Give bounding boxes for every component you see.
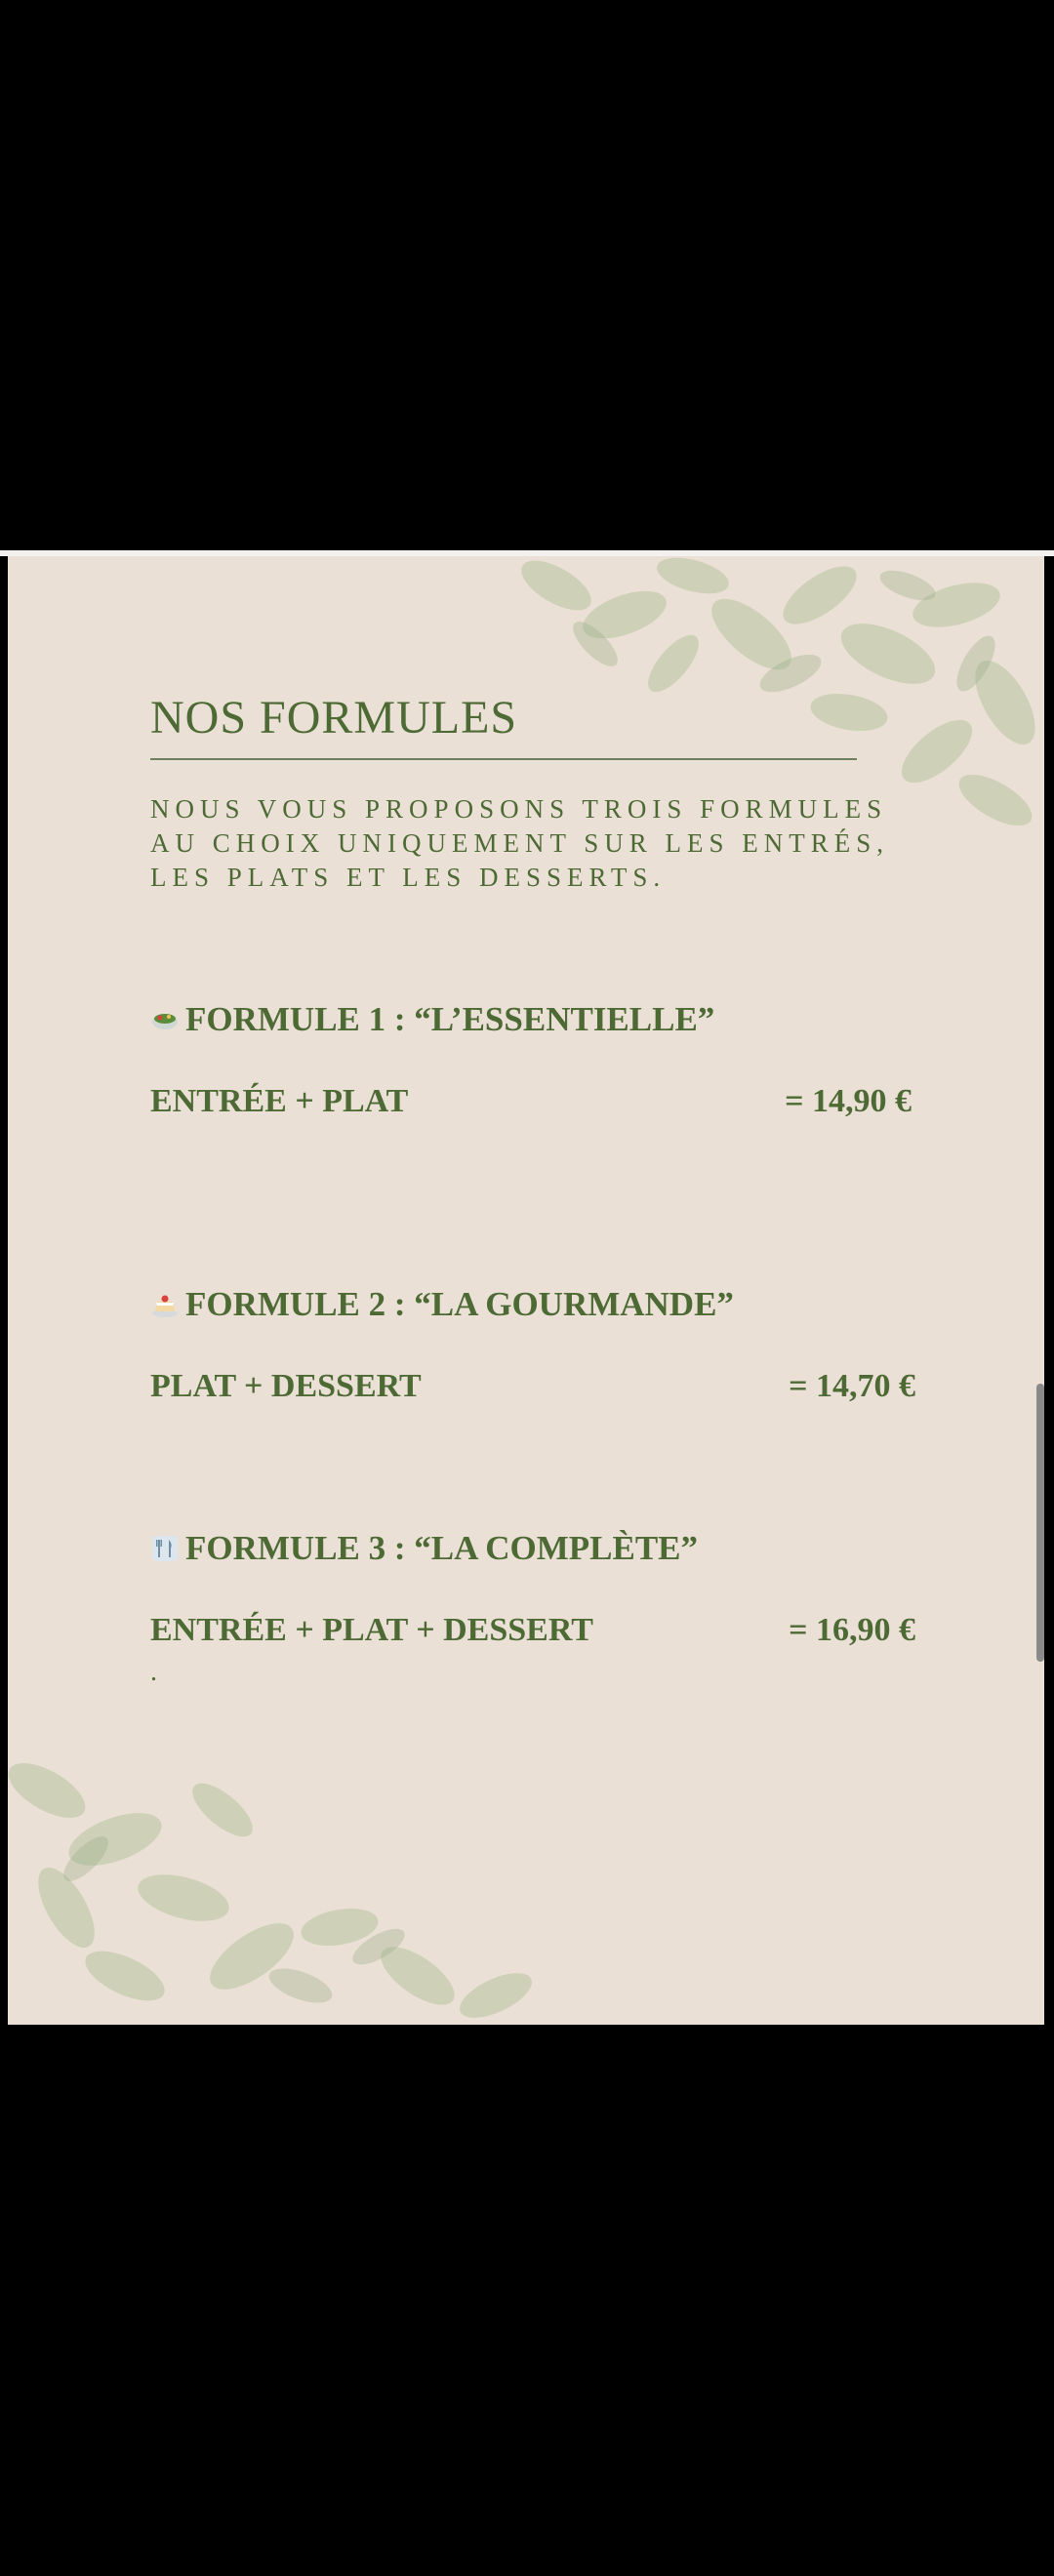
- formula-3-price: = 16,90 €: [789, 1612, 915, 1648]
- formula-2-title-row: [150, 1285, 734, 1324]
- title-divider: [150, 758, 857, 760]
- formula-3-title-row: [150, 1529, 698, 1568]
- formula-3-row: [150, 1612, 915, 1649]
- formula-3-title: FORMULE 3 : “LA COMPLÈTE”: [185, 1529, 699, 1567]
- cake-icon: [150, 1290, 180, 1319]
- formula-1-price: = 14,90 €: [785, 1083, 912, 1119]
- trailing-dot: .: [150, 1657, 157, 1687]
- menu-page: [8, 556, 1044, 2025]
- formula-2-title: FORMULE 2 : “LA GOURMANDE”: [185, 1285, 734, 1323]
- formula-3-items: ENTRÉE + PLAT + DESSERT: [150, 1612, 593, 1648]
- formula-2-price: = 14,70 €: [789, 1368, 915, 1404]
- salad-icon: [150, 1005, 180, 1034]
- intro-text: NOUS VOUS PROPOSONS TROIS FORMULES AU CHOIX UNIQUEMENT SUR LES ENTRÉS, LES PLATS ET LES DESSERTS.: [150, 794, 890, 892]
- formula-2-row: [150, 1368, 915, 1405]
- page-title: NOS FORMULES: [150, 692, 518, 744]
- fork-knife-icon: [150, 1534, 180, 1563]
- formula-1-items: ENTRÉE + PLAT: [150, 1083, 409, 1119]
- formula-1-title: FORMULE 1 : “L’ESSENTIELLE”: [185, 1000, 715, 1038]
- formula-1-row: [150, 1083, 912, 1120]
- formula-2-items: PLAT + DESSERT: [150, 1368, 422, 1404]
- scrollbar-thumb[interactable]: [1036, 1384, 1044, 1662]
- formula-1-title-row: [150, 1000, 714, 1039]
- leaves-decoration-bottom: [8, 1751, 593, 2025]
